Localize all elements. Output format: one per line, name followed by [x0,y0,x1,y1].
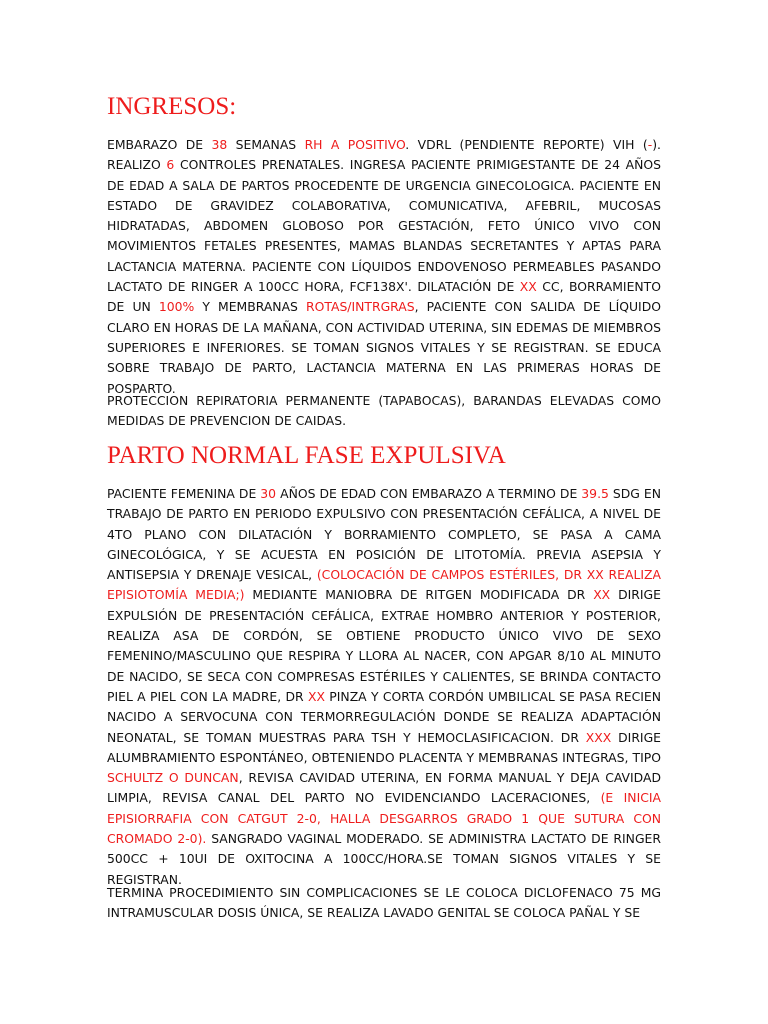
highlighted-text-segment: XXX [585,729,612,745]
text-segment: DIRIGE ALUMBRAMIENTO ESPONTÁNEO, OBTENIENDO PLACENTA Y MEMBRANAS INTEGRAS, TIPO [107,729,662,765]
highlighted-text-segment: 100% [158,299,195,315]
text-segment: AÑOS DE EDAD CON EMBARAZO A TERMINO DE [276,486,582,501]
highlighted-text-segment: 38 [211,137,228,152]
highlighted-text-segment: XX [593,587,611,603]
text-segment: SANGRADO VAGINAL MODERADO. SE ADMINISTRA LACTATO DE RINGER 500CC + 10UI DE OXITOCINA A 100CC/HORA.SE TOMAN SIGNOS VITALES Y SE REGISTRAN. [107,831,661,887]
parto-paragraph [107,484,661,890]
closing-paragraph: TERMINA PROCEDIMIENTO SIN COMPLICACIONES SE LE COLOCA DICLOFENACO 75 MG INTRAMUSCULAR DOSIS ÚNICA, SE REALIZA LAVADO GENITAL SE COLOCA PAÑAL Y SE [107,885,661,921]
highlighted-text-segment: SCHULTZ O DUNCAN [107,770,239,786]
text-segment: ). REALIZO [107,137,661,173]
text-segment: CONTROLES PRENATALES. INGRESA PACIENTE PRIMIGESTANTE DE 24 AÑOS DE EDAD A SALA DE PARTOS PROCEDENTE DE URGENCIA GINECOLOGICA. PACIENTE EN ESTADO DE GRAVIDEZ COLABORATIVA, COMUNICATIVA, AFEBRIL, MUCOSAS HIDRATADAS, ABDOMEN GLOBOSO POR GESTACIÓN, FETO ÚNICO VIVO CON MOVIMIENTOS FETALES PRESENTES, MAMAS BLANDAS SECRETANTES Y APTAS PARA LACTANCIA MATERNA. PACIENTE CON LÍQUIDOS ENDOVENOSO PERMEABLES PASANDO LACTATO DE RINGER A 100CC HORA, FCF138X'. DILATACIÓN DE [107,157,662,295]
text-segment: , PACIENTE CON SALIDA DE LÍQUIDO CLARO EN HORAS DE LA MAÑANA, CON ACTIVIDAD UTERINA, SIN EDEMAS DE MIEMBROS SUPERIORES E INFERIORES. SE TOMAN SIGNOS VITALES Y SE REGISTRAN. SE EDUCA SOBRE TRABAJO DE PARTO, LACTANCIA MATERNA EN LAS PRIMERAS HORAS DE POSPARTO. [107,299,661,396]
ingresos-paragraph [107,135,661,399]
text-segment: MEDIANTE MANIOBRA DE RITGEN MODIFICADA DR [244,587,594,603]
highlighted-text-segment: ROTAS/INTRGRAS [306,299,415,315]
highlighted-text-segment: (COLOCACIÓN DE CAMPOS ESTÉRILES, DR XX REALIZA EPISIOTOMÍA MEDIA;) [107,567,661,603]
highlighted-text-segment: - [647,137,653,152]
text-segment: SDG EN TRABAJO DE PARTO EN PERIODO EXPULSIVO CON PRESENTACIÓN CEFÁLICA, A NIVEL DE 4TO PLANO CON DILATACIÓN Y BORRAMIENTO COMPLETO, SE PASA A CAMA GINECOLÓGICA, Y SE ACUESTA EN POSICIÓN DE LITOTOMÍA. PREVIA ASEPSIA Y ANTISEPSIA Y DRENAJE VESICAL, [107,486,662,583]
highlighted-text-segment: XX [308,688,325,704]
highlighted-text-segment: XX [519,279,537,295]
text-segment: SEMANAS [227,137,305,152]
highlighted-text-segment: RH A POSITIVO [304,137,406,152]
section-heading-parto: PARTO NORMAL FASE EXPULSIVA [107,442,506,469]
text-segment: , REVISA CAVIDAD UTERINA, EN FORMA MANUAL Y DEJA CAVIDAD LIMPIA, REVISA CANAL DEL PARTO NO EVIDENCIANDO LACERACIONES, [107,770,662,806]
text-segment: PACIENTE FEMENINA DE [107,486,261,501]
highlighted-text-segment: 6 [166,157,175,173]
precautions-paragraph: PROTECCION REPIRATORIA PERMANENTE (TAPABOCAS), BARANDAS ELEVADAS COMO MEDIDAS DE PREVENCION DE CAIDAS. [107,393,661,429]
highlighted-text-segment: 30 [260,486,277,501]
text-segment: EMBARAZO DE [107,137,212,152]
highlighted-text-segment: 39.5 [581,486,609,501]
highlighted-text-segment: (E INICIA EPISIORRAFIA CON CATGUT 2-0, HALLA DESGARROS GRADO 1 QUE SUTURA CON CROMADO 2-0). [107,790,661,847]
text-segment: Y MEMBRANAS [194,299,306,315]
text-segment: PINZA Y CORTA CORDÓN UMBILICAL SE PASA RECIEN NACIDO A SERVOCUNA CON TERMORREGULACIÓN DONDE SE REALIZA ADAPTACIÓN NEONATAL, SE TOMAN MUESTRAS PARA TSH Y HEMOCLASIFICACION. DR [107,688,661,745]
section-heading-ingresos: INGRESOS: [107,93,237,120]
text-segment: . VDRL (PENDIENTE REPORTE) VIH ( [405,137,648,152]
text-segment: DIRIGE EXPULSIÓN DE PRESENTACIÓN CEFÁLICA, EXTRAE HOMBRO ANTERIOR Y POSTERIOR, REALIZA ASA DE CORDÓN, SE OBTIENE PRODUCTO ÚNICO VIVO DE SEXO FEMENINO/MASCULINO QUE RESPIRA Y LLORA AL NACER, CON APGAR 8/10 AL MINUTO DE NACIDO, SE SECA CON COMPRESAS ESTÉRILES Y CALIENTES, SE BRINDA CONTACTO PIEL A PIEL CON LA MADRE, DR [107,587,661,704]
text-segment: CC, BORRAMIENTO DE UN [107,279,661,315]
